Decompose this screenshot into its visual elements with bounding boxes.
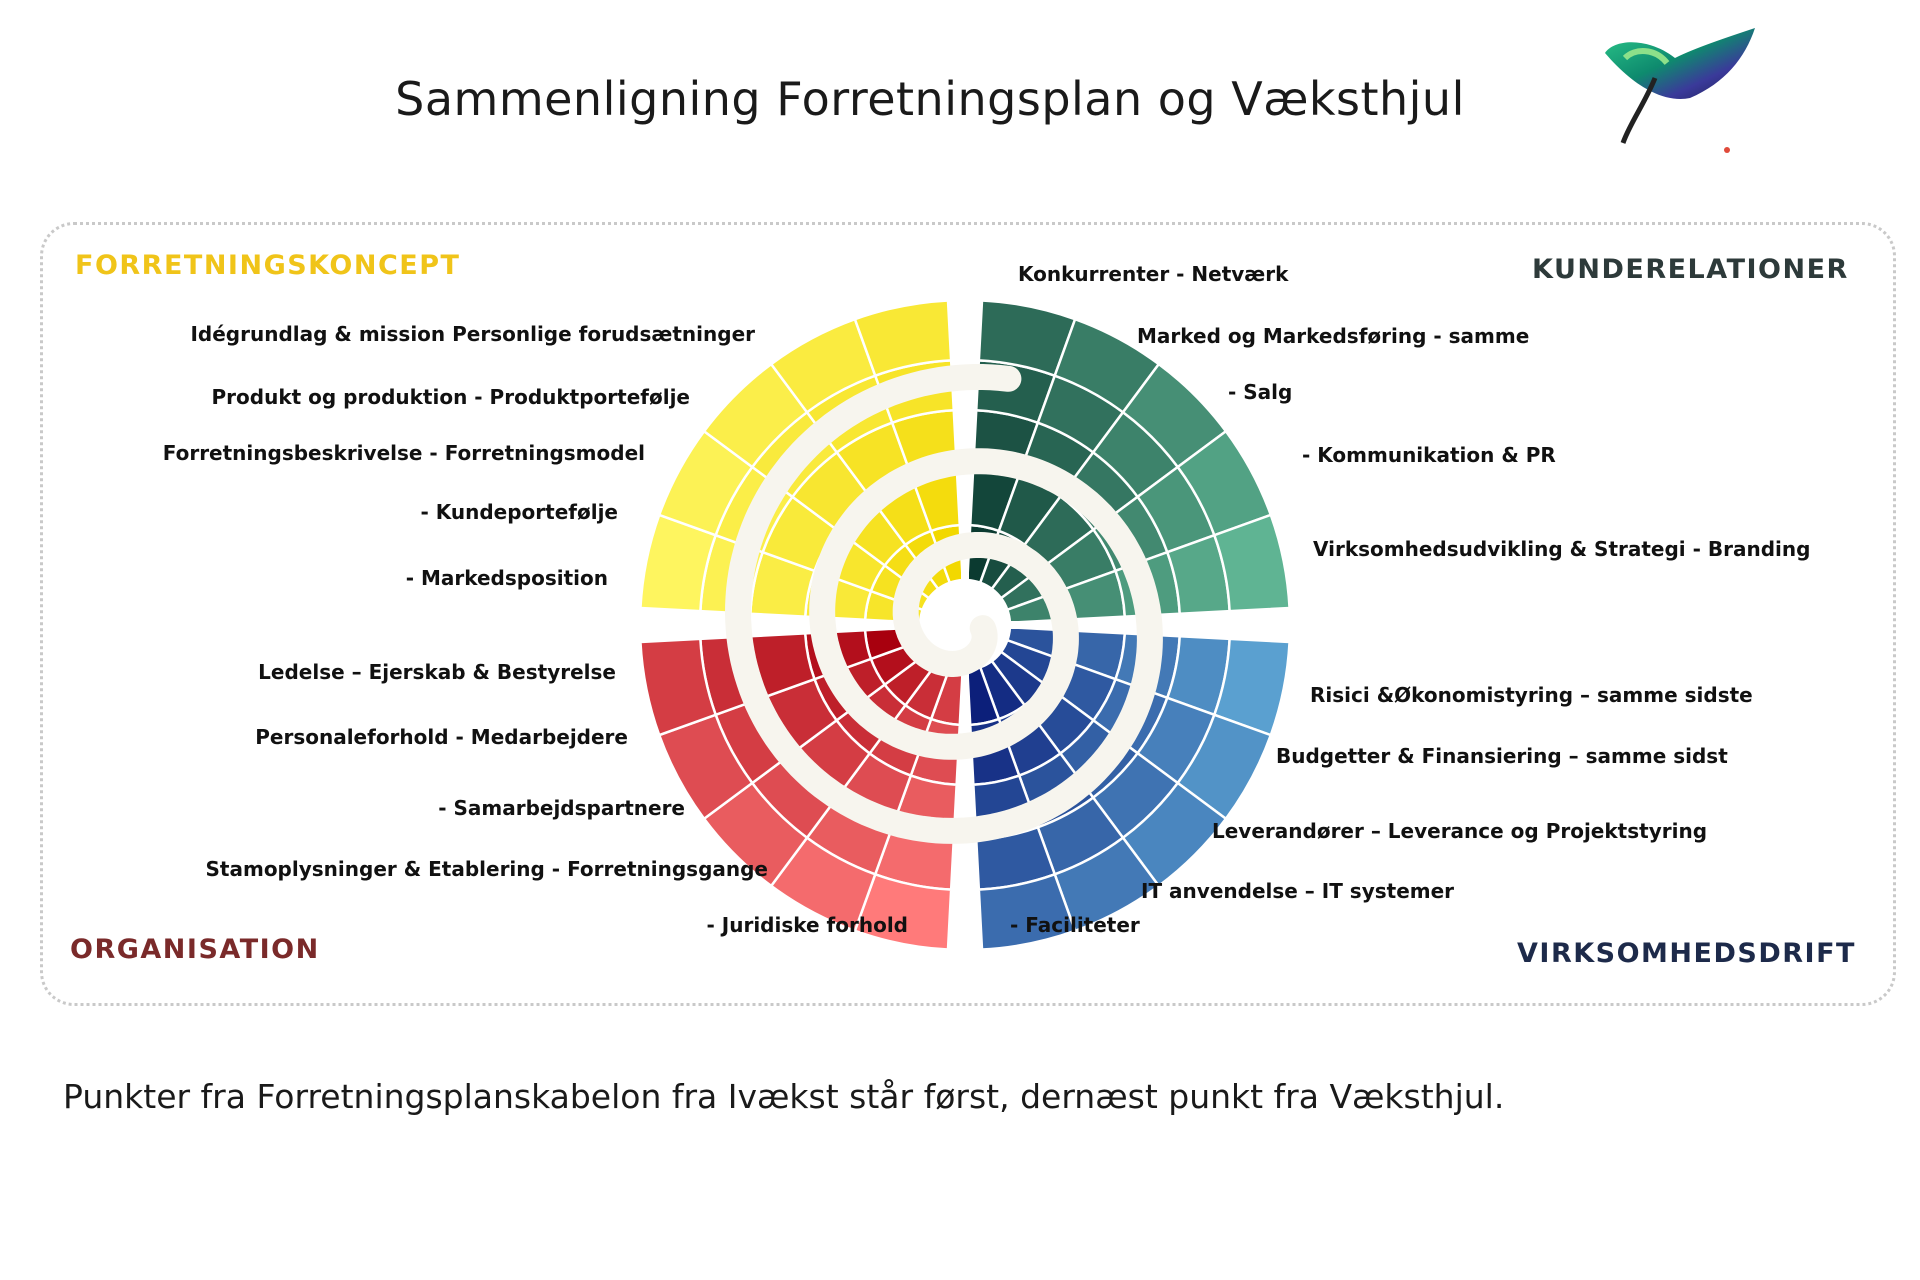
label-personaleforhold: Personaleforhold - Medarbejdere (255, 725, 628, 749)
label-it-anvendelse: IT anvendelse – IT systemer (1141, 879, 1455, 903)
label-konkurrenter: Konkurrenter - Netværk (1018, 262, 1289, 286)
label-samarbejdspartnere: - Samarbejdspartnere (438, 796, 685, 820)
label-marked: Marked og Markedsføring - samme (1137, 324, 1530, 348)
label-idegrundlag: Idégrundlag & mission Personlige forudsætninger (190, 322, 755, 346)
label-virksomhedsudvikling: Virksomhedsudvikling & Strategi - Branding (1313, 537, 1811, 561)
label-budgetter: Budgetter & Finansiering – samme sidst (1276, 744, 1728, 768)
label-stamoplysninger: Stamoplysninger & Etablering - Forretningsgange (205, 857, 768, 881)
corner-label-forretningskoncept: FORRETNINGSKONCEPT (75, 250, 461, 281)
label-kundeportefolje: - Kundeportefølje (420, 500, 618, 524)
label-forretningsbeskrivelse: Forretningsbeskrivelse - Forretningsmodel (162, 441, 645, 465)
corner-label-kunderelationer: KUNDERELATIONER (1532, 254, 1849, 285)
label-produkt: Produkt og produktion - Produktportefølje (211, 385, 690, 409)
page-title: Sammenligning Forretningsplan og Væksthjul (395, 72, 1465, 126)
corner-label-virksomhedsdrift: VIRKSOMHEDSDRIFT (1517, 938, 1856, 969)
label-ledelse: Ledelse – Ejerskab & Bestyrelse (258, 660, 616, 684)
label-faciliteter: - Faciliteter (1010, 913, 1140, 937)
label-kommunikation: - Kommunikation & PR (1302, 443, 1556, 467)
label-salg: - Salg (1228, 380, 1293, 404)
label-juridiske: - Juridiske forhold (706, 913, 908, 937)
label-leverandorer: Leverandører – Leverance og Projektstyring (1212, 819, 1708, 843)
label-risici: Risici &Økonomistyring – samme sidste (1310, 683, 1753, 707)
quadrant-organisation (640, 627, 962, 949)
label-markedsposition: - Markedsposition (405, 566, 608, 590)
footnote: Punkter fra Forretningsplanskabelon fra Ivækst står først, dernæst punkt fra Væksthjul. (63, 1077, 1505, 1116)
corner-label-organisation: ORGANISATION (70, 934, 320, 965)
leaf-logo (1595, 18, 1765, 158)
growth-wheel (640, 300, 1293, 950)
